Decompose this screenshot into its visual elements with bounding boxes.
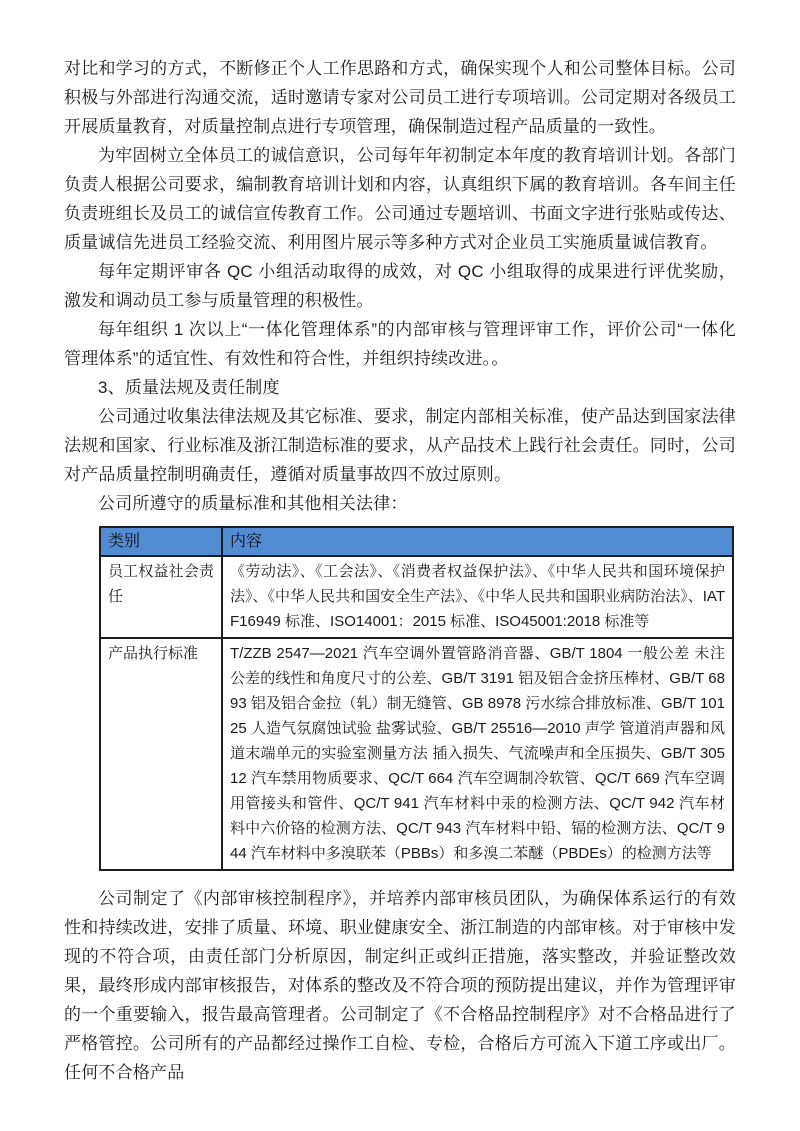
table-header-content: 内容 [222,527,733,556]
table-header-category: 类别 [100,527,222,556]
table-intro-line: 公司所遵守的质量标准和其他相关法律： [98,494,408,513]
quality-standards-table [99,526,734,871]
paragraph-qc-group-review: 每年定期评审各 QC 小组活动取得的成效，对 QC 小组取得的成果进行评优奖励，激发和调动员工参与质量管理的积极性。 [64,262,736,310]
paragraph-management-system-audit: 每年组织 1 次以上“一体化管理体系”的内部审核与管理评审工作，评价公司“一体化管理体系”的适宜性、有效性和符合性，并组织持续改进。。 [64,320,736,368]
table-row-employee-rights [100,556,733,638]
table-cell-content: 《劳动法》、《工会法》、《消费者权益保护法》、《中华人民共和国环境保护法》、《中华人民共和国安全生产法》、《中华人民共和国职业病防治法》、IATF16949 标准、ISO14001：2015 标准、ISO45001:2018 标准等 [222,556,733,638]
table-cell-content: T/ZZB 2547—2021 汽车空调外置管路消音器、GB/T 1804 一般公差 未注公差的线性和角度尺寸的公差、GB/T 3191 铝及铝合金挤压棒材、GB/T 6893 铝及铝合金拉（轧）制无缝管、GB 8978 污水综合排放标准、GB/T 10125 人造气氛腐蚀试验 盐雾试验、GB/T 25516—2010 声学 管道消声器和风道末端单元的实验室测量方法 插入损失、气流噪声和全压损失、GB/T 30512 汽车禁用物质要求、QC/T 664 汽车空调制冷软管、QC/T 669 汽车空调用管接头和管件、QC/T 941 汽车材料中汞的检测方法、QC/T 942 汽车材料中六价铬的检测方法、QC/T 943 汽车材料中铅、镉的检测方法、QC/T 944 汽车材料中多溴联苯（PBBs）和多溴二苯醚（PBDEs）的检测方法等 [222,638,733,870]
table-cell-category: 员工权益社会责任 [100,556,222,638]
section-heading-quality-regulations: 3、质量法规及责任制度 [98,378,280,397]
paragraph-training-communication: 对比和学习的方式，不断修正个人工作思路和方式，确保实现个人和公司整体目标。公司积极与外部进行沟通交流，适时邀请专家对公司员工进行专项培训。公司定期对各级员工开展质量教育，对质量控制点进行专项管理，确保制造过程产品质量的一致性。 [64,59,736,136]
paragraph-integrity-education: 为牢固树立全体员工的诚信意识，公司每年年初制定本年度的教育培训计划。各部门负责人根据公司要求，编制教育培训计划和内容，认真组织下属的教育培训。各车间主任负责班组长及员工的诚信宣传教育工作。公司通过专题培训、书面文字进行张贴或传达、质量诚信先进员工经验交流、利用图片展示等多种方式对企业员工实施质量诚信教育。 [64,146,736,252]
table-cell-category: 产品执行标准 [100,638,222,870]
paragraph-legal-standards: 公司通过收集法律法规及其它标准、要求，制定内部相关标准，使产品达到国家法律法规和国家、行业标准及浙江制造标准的要求，从产品技术上践行社会责任。同时，公司对产品质量控制明确责任，遵循对质量事故四不放过原则。 [64,407,736,484]
paragraph-internal-audit-procedure: 公司制定了《内部审核控制程序》，并培养内部审核员团队，为确保体系运行的有效性和持续改进，安排了质量、环境、职业健康安全、浙江制造的内部审核。对于审核中发现的不符合项，由责任部门分析原因，制定纠正或纠正措施，落实整改，并验证整改效果，最终形成内部审核报告，对体系的整改及不符合项的预防提出建议，并作为管理评审的一个重要输入，报告最高管理者。公司制定了《不合格品控制程序》对不合格品进行了严格管控。公司所有的产品都经过操作工自检、专检，合格后方可流入下道工序或出厂。任何不合格产品 [64,889,736,1082]
table-row-product-standards [100,638,733,870]
table-header-row [100,527,733,556]
